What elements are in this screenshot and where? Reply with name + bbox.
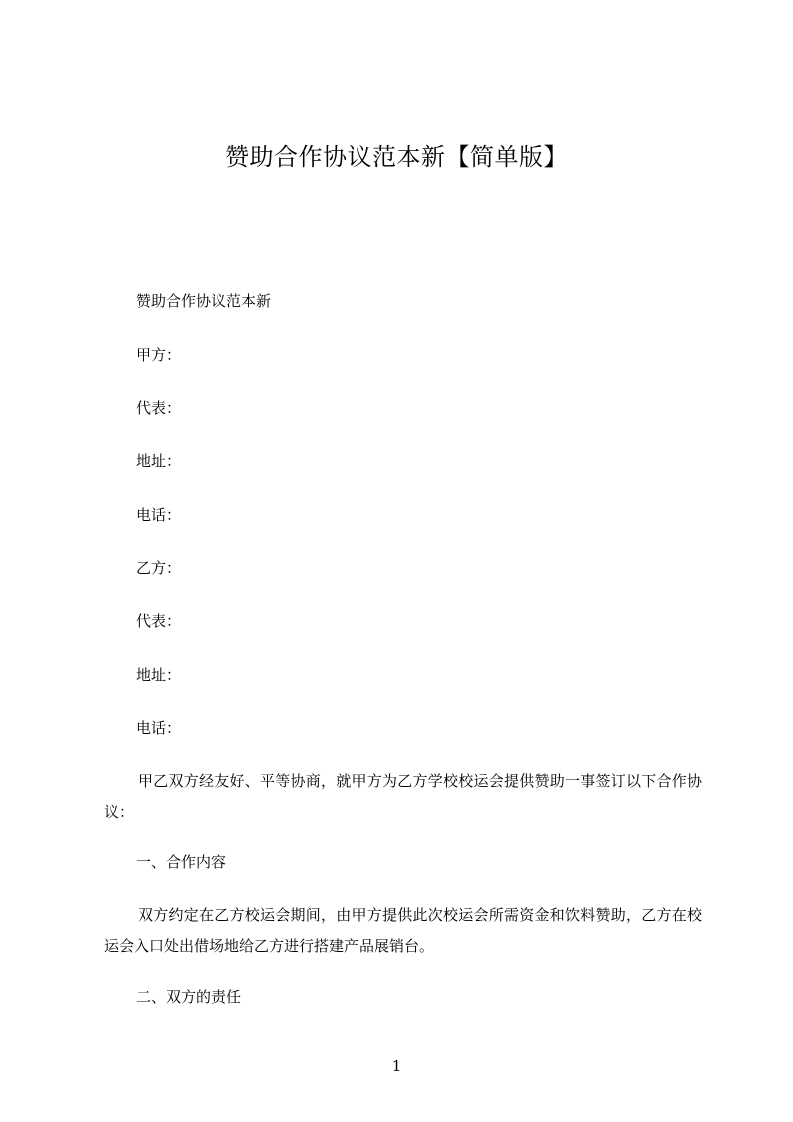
- party-b-address: 地址：: [136, 666, 182, 684]
- document-subtitle: 赞助合作协议范本新: [136, 292, 272, 310]
- page-number: 1: [391, 1057, 402, 1075]
- section-1-body: 双方约定在乙方校运会期间，由甲方提供此次校运会所需资金和饮料赞助，乙方在校运会入口处出借场地给乙方进行搭建产品展销台。: [104, 906, 702, 955]
- party-b-phone: 电话：: [136, 719, 182, 737]
- party-a-representative: 代表：: [136, 399, 182, 417]
- party-a-label: 甲方：: [136, 346, 182, 364]
- document-title: 赞助合作协议范本新【简单版】: [225, 143, 568, 171]
- party-b-representative: 代表：: [136, 612, 182, 630]
- section-1-heading: 一、合作内容: [136, 853, 227, 871]
- intro-paragraph: 甲乙双方经友好、平等协商，就甲方为乙方学校校运会提供赞助一事签订以下合作协议：: [104, 772, 702, 821]
- party-a-phone: 电话：: [136, 506, 182, 524]
- party-b-label: 乙方：: [136, 559, 182, 577]
- section-2-heading: 二、双方的责任: [136, 988, 242, 1006]
- party-a-address: 地址：: [136, 452, 182, 470]
